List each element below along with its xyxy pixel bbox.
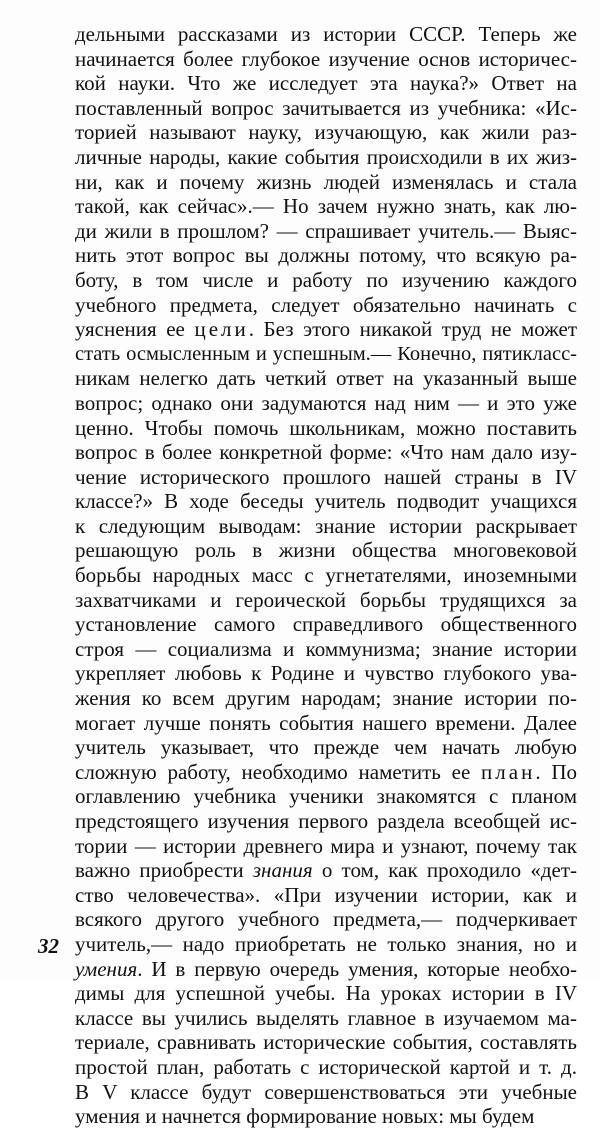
text-line: кой науки. Что же исследует эта наука?» Ответ на (75, 71, 577, 96)
text-line: установление самого справедливого общественного (75, 612, 577, 637)
text-line: укрепляет любовь к Родине и чувство глубокого ува- (75, 661, 577, 686)
text-line: боту, в том числе и работу по изучению каждого (75, 267, 577, 292)
text-segment: сложную работу, необходимо наметить ее (75, 759, 482, 784)
text-line (75, 858, 577, 883)
text-line: начинается более глубокое изучение основ историчес- (75, 46, 577, 71)
text-line: учебного предмета, следует обязательно начинать с (75, 292, 577, 317)
text-line: вопрос в более конкретной форме: «Что нам дало изу- (75, 440, 577, 465)
spaced-emphasis: цели (194, 317, 249, 342)
text-line: чение исторического прошлого нашей страны в IV (75, 464, 577, 489)
text-line (75, 957, 577, 982)
text-line: умения и начнется формирование новых: мы будем (75, 1104, 535, 1129)
text-line: к следующим выводам: знание истории раскрывает (75, 513, 577, 538)
text-line: ство человечества». «При изучении истории, как и (75, 882, 577, 907)
text-line: классе вы учились выделять главное в изучаемом ма- (75, 1005, 577, 1030)
text-segment: уяснения ее (75, 317, 195, 342)
text-line: борьбы народных масс с угнетателями, иноземными (75, 563, 577, 588)
text-line: ни, как и почему жизнь людей изменялась и стала (75, 169, 577, 194)
text-line: такой, как сейчас».— Но зачем нужно знать, как лю- (75, 194, 577, 219)
text-segment: . И в первую очередь умения, которые необхо- (137, 956, 577, 981)
text-line (75, 317, 577, 342)
text-line: вопрос; однако они задумаются над ним — и это уже (75, 390, 577, 415)
text-line: оглавлению учебника ученики знакомятся с планом (75, 784, 577, 809)
text-line: торией называют науку, изучающую, как жили раз- (75, 120, 577, 145)
text-segment: важно приобрести (75, 858, 253, 883)
text-line: учитель указывает, что прежде чем начать любую (75, 735, 577, 760)
text-line: ди жили в прошлом? — спрашивает учитель.— Выяс- (75, 218, 577, 243)
text-line: жения ко всем другим народам; знание истории по- (75, 686, 577, 711)
text-line: классе?» В ходе беседы учитель подводит учащихся (75, 489, 577, 514)
spaced-emphasis: план (481, 759, 536, 784)
text-line: стать осмысленным и успешным.— Конечно, пятикласс- (75, 342, 577, 365)
text-segment: о том, как проходило «дет- (312, 858, 577, 883)
text-segment: . Без этого никакой труд не может (248, 317, 577, 342)
text-line: тории — истории древнего мира и узнают, почему так (75, 833, 577, 858)
text-line: ценно. Чтобы помочь школьникам, можно поставить (75, 415, 577, 440)
italic-emphasis: умения (75, 956, 138, 981)
text-line: териале, сравнивать исторические события, составлять (75, 1030, 577, 1055)
text-line: строя — социализма и коммунизма; знание истории (75, 636, 577, 661)
text-line: никам нелегко дать четкий ответ на указанный выше (75, 366, 577, 391)
text-segment: . По (535, 759, 577, 784)
body-text (75, 22, 577, 1129)
text-line: захватчиками и героической борьбы трудящихся за (75, 587, 577, 612)
text-line: предстоящего изучения первого раздела всеобщей ис- (75, 809, 577, 833)
text-line (75, 760, 577, 785)
text-line: учитель,— надо приобретать не только знания, но и (75, 931, 577, 956)
text-line: нить этот вопрос вы должны потому, что всякую ра- (75, 243, 577, 268)
text-line: личные народы, какие события происходили в их жиз- (75, 144, 577, 169)
page-number: 32 (38, 934, 59, 958)
text-line: решающую роль в жизни общества многовековой (75, 538, 577, 563)
text-line: всякого другого учебного предмета,— подчеркивает (75, 907, 577, 932)
text-line: поставленный вопрос зачитывается из учебника: «Ис- (75, 95, 577, 120)
text-line: простой план, работать с исторической картой и т. д. (75, 1054, 577, 1079)
text-line: димы для успешной учебы. На уроках истории в IV (75, 981, 577, 1006)
text-line: дельными рассказами из истории СССР. Теперь же (75, 22, 577, 46)
text-line: В V классе будут совершенствоваться эти учебные (75, 1079, 577, 1104)
text-line: могает лучше понять события нашего времени. Далее (75, 710, 577, 735)
italic-emphasis: знания (252, 858, 313, 883)
